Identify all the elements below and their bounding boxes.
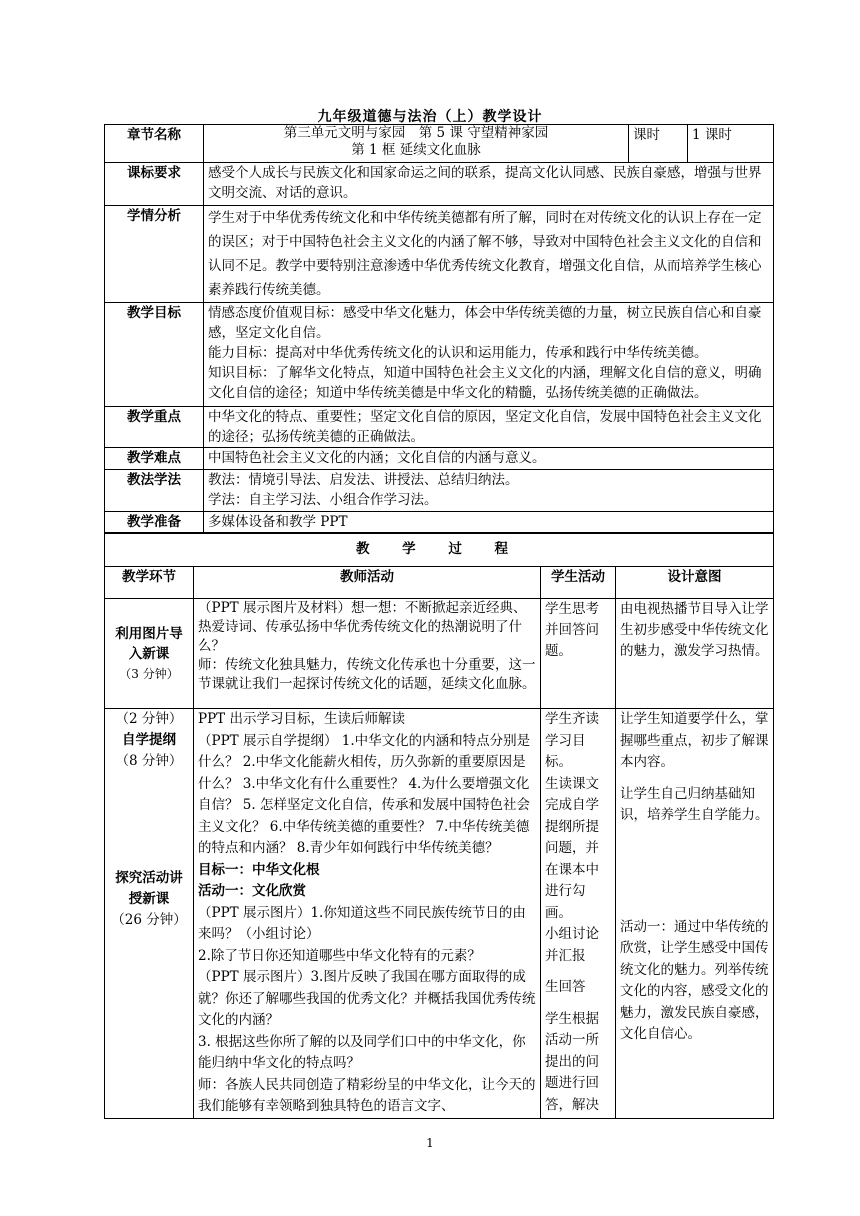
learn-methods: 学法：自主学习法、小组合作学习法。 (208, 492, 438, 508)
student-activity-1: 学生齐读学习目标。 (545, 711, 599, 770)
student-intro: 学生思考并回答问题。 (541, 599, 616, 709)
stage-explore-name: 探究活动讲授新课 (115, 870, 183, 907)
activity-one: 活动一：文化欣赏 (198, 883, 306, 899)
student-activity-4: 生回答 (545, 979, 586, 995)
stage-self-time2: （8 分钟） (115, 753, 183, 769)
teacher-intro-question: （PPT 展示图片及材料）想一想：不断掀起亲近经典、热爱诗词、传承弘扬中华优秀传统文化的热潮说明了什么？ (198, 600, 527, 654)
header-teacher: 教师活动 (194, 567, 541, 599)
goal-one: 目标一：中华文化根 (198, 861, 320, 878)
teacher-intro-transition: 师：传统文化独具魅力，传统文化传承也十分重要，这一节课就让我们一起探讨传统文化的话题，延续文化血脉。 (198, 657, 536, 692)
intent-explore (616, 709, 774, 1119)
overview-table (104, 124, 774, 534)
intent-2: 让学生自己归纳基础知识，培养学生自学能力。 (620, 785, 769, 823)
objectives-label: 教学目标 (105, 303, 204, 407)
stage-self-time1: （2 分钟） (115, 711, 183, 727)
teacher-say: 师：各族人民共同创造了精彩纷呈的中华文化，让今天的我们能够有幸领略到独具特色的语言文字、 (198, 1076, 536, 1114)
methods-text (204, 470, 774, 512)
chapter-label: 章节名称 (105, 125, 204, 163)
period-value: 1 课时 (688, 125, 774, 163)
intent-1: 让学生知道要学什么，掌握哪些重点，初步了解课本内容。 (620, 711, 769, 770)
stage-intro-name: 利用图片导入新课 (115, 625, 183, 662)
page-number: 1 (426, 1136, 434, 1150)
student-activity-2: 生读课文完成自学提纲所提问题，并在课本中进行勾画。 (545, 775, 599, 921)
stage-intro (105, 599, 194, 709)
stage-explore (105, 709, 194, 1119)
teacher-explore (194, 709, 541, 1119)
question-4: 3. 根据这些你所了解的以及同学们口中的中华文化，你能归纳中华文化的特点吗？ (198, 1033, 526, 1071)
student-activity-3: 小组讨论并汇报 (545, 926, 599, 964)
process-table (104, 532, 774, 1119)
methods-label: 教法学法 (105, 470, 204, 512)
process-title: 教 学 过 程 (105, 533, 774, 567)
intent-intro: 由电视热播节目导入让学生初步感受中华传统文化的魅力，激发学习热情。 (616, 599, 774, 709)
stage-self-name: 自学提纲 (122, 732, 176, 748)
period-label: 课时 (629, 125, 688, 163)
objective-emotion: 情感态度价值观目标：感受中华文化魅力，体会中华传统美德的力量，树立民族自信心和自豪感，坚定文化自信。 (208, 305, 762, 341)
key-points-text: 中华文化的特点、重要性；坚定文化自信的原因，坚定文化自信，发展中国特色社会主义文化的途径；弘扬传统美德的正确做法。 (204, 407, 774, 448)
intent-3: 活动一：通过中华传统的欣赏，让学生感受中国传统文化的魅力。列举传统文化的内容，感受文化的魅力，激发民族自豪感，文化自信心。 (620, 918, 769, 1042)
stage-intro-time: （3 分钟） (119, 666, 179, 681)
objective-ability: 能力目标：提高对中华优秀传统文化的认识和运用能力，传承和践行中华传统美德。 (208, 345, 708, 361)
header-student: 学生活动 (541, 567, 616, 599)
header-stage: 教学环节 (105, 567, 194, 599)
difficulties-text: 中国特色社会主义文化的内涵；文化自信的内涵与意义。 (204, 448, 774, 470)
objective-knowledge: 知识目标：了解华文化特点，知道中国特色社会主义文化的内涵，理解文化自信的意义，明确文化自信的途径；知道中华传统美德是中华文化的精髓，弘扬传统美德的正确做法。 (208, 365, 762, 401)
stage-explore-time: （26 分钟） (111, 912, 187, 928)
student-activity-5: 学生根据活动一所提出的问题进行回答，解决 (545, 1010, 599, 1113)
difficulties-label: 教学难点 (105, 448, 204, 470)
chapter-line1: 第三单元文明与家园 第 5 课 守望精神家园 (283, 125, 549, 141)
prep-label: 教学准备 (105, 512, 204, 534)
analysis-text: 学生对于中华优秀传统文化和中华传统美德都有所了解，同时在对传统文化的认识上存在一定的误区；对于中国特色社会主义文化的内涵了解不够，导致对中国特色社会主义文化的自信和认同不足。教学中要特别注意渗透中华优秀传统文化教育，增强文化自信，从而培养学生核心素养践行传统美德。 (204, 206, 774, 303)
standards-label: 课标要求 (105, 163, 204, 206)
question-1: （PPT 展示图片）1.你知道这些不同民族传统节日的由来吗？（小组讨论） (198, 904, 526, 942)
teacher-outline: （PPT 展示自学提纲） 1.中华文化的内涵和特点分别是什么？ 2.中华文化能薪火相传，历久弥新的重要原因是什么？ 3.中华文化有什么重要性？ 4.为什么要增强文化自信？ 5. 怎样坚定文化自信，传承和发展中国特色社会主义文化？ 6.中华传统美德的重要性？ 7.中华传统美德的特点和内涵？ 8.青少年如何践行中华传统美德？ (198, 732, 531, 856)
teacher-goals-intro: PPT 出示学习目标，生读后师解读 (198, 711, 405, 727)
teacher-intro (194, 599, 541, 709)
analysis-label: 学情分析 (105, 206, 204, 303)
key-points-label: 教学重点 (105, 407, 204, 448)
header-intent: 设计意图 (616, 567, 774, 599)
chapter-value (204, 125, 629, 163)
chapter-line2: 第 1 框 延续文化血脉 (351, 142, 481, 158)
objectives-text (204, 303, 774, 407)
prep-text: 多媒体设备和教学 PPT (204, 512, 774, 534)
standards-text: 感受个人成长与民族文化和国家命运之间的联系，提高文化认同感、民族自豪感，增强与世界文明交流、对话的意识。 (204, 163, 774, 206)
teach-methods: 教法：情境引导法、启发法、讲授法、总结归纳法。 (208, 472, 519, 488)
question-3: （PPT 展示图片）3.图片反映了我国在哪方面取得的成就？你还了解哪些我国的优秀文化？并概括我国优秀传统文化的内涵？ (198, 969, 536, 1028)
question-2: 2.除了节日你还知道哪些中华文化特有的元素？ (198, 947, 481, 964)
document-title: 九年级道德与法治（上）教学设计 (317, 109, 543, 125)
student-explore (541, 709, 616, 1119)
